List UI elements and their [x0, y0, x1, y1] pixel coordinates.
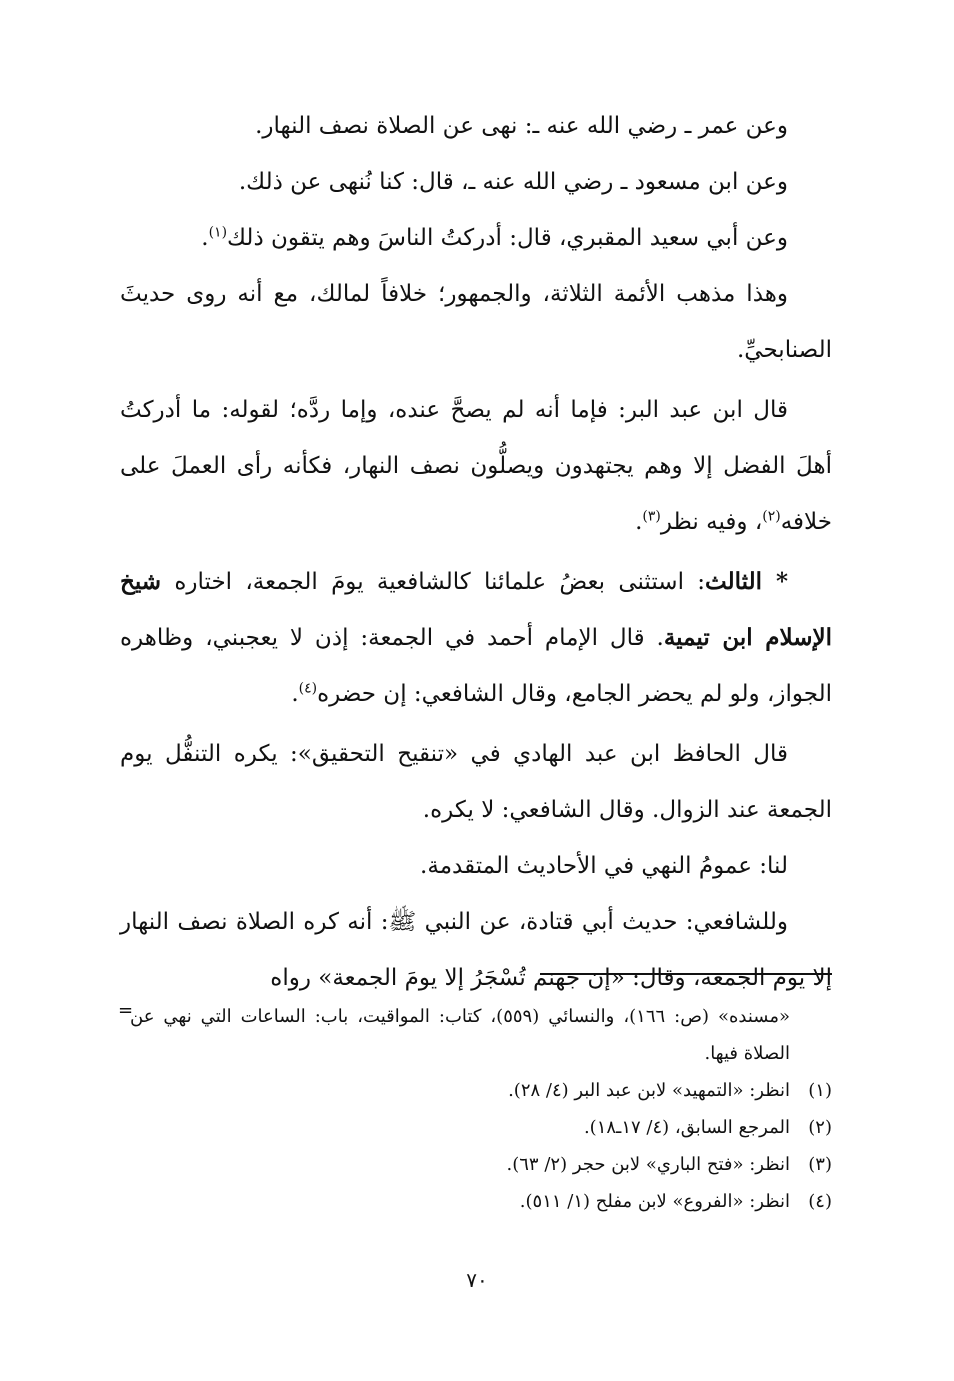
- footnote-1: [120, 1072, 832, 1109]
- paragraph-3: [120, 210, 832, 266]
- paragraph-1: وعن عمر ـ رضي الله عنه ـ: نهى عن الصلاة نصف النهار.: [255, 113, 788, 139]
- scholar-name: شيخ الإسلام ابن تيمية: [120, 568, 832, 651]
- main-text: [120, 98, 832, 1006]
- page-number: ٧٠: [466, 1268, 488, 1292]
- paragraph-4: وهذا مذهب الأئمة الثلاثة، والجمهور؛ خلافاً لمالك، مع أنه روى حديثَ الصنابحيِّ.: [120, 281, 832, 363]
- paragraph-8: لنا: عمومُ النهي في الأحاديث المتقدمة.: [420, 853, 788, 879]
- footnote-continuation: [120, 998, 832, 1072]
- paragraph-2: وعن ابن مسعود ـ رضي الله عنه ـ، قال: كنا نُنهى عن ذلك.: [238, 169, 788, 195]
- footnote-1-marker: (١): [808, 1080, 832, 1101]
- footnote-3-text: انظر: «فتح الباري» لابن حجر (٢/ ٦٣).: [506, 1154, 790, 1175]
- footnote-2: [120, 1109, 832, 1146]
- footnote-4-text: انظر: «الفروع» لابن مفلح (١/ ٥١١).: [519, 1191, 790, 1212]
- paragraph-5-text: قال ابن عبد البر: فإما أنه لم يصحَّ عنده، وإما ردَّه؛ لقوله: ما أدركتُ أهلَ الفضل إلا وهم يجتهدون ويصلُّون نصف النهار، فكأنه رأى العملَ على خلافه: [120, 397, 832, 535]
- paragraph-5-mid: ، وفيه نظر: [660, 509, 763, 535]
- footnote-continuation-text: «مسنده» (ص: ١٦٦)، والنسائي (٥٥٩)، كتاب: المواقيت، باب: الساعات التي نهي عن الصلاة فيها.: [130, 1006, 791, 1064]
- paragraph-6-text-2: . قال الإمام أحمد في الجمعة: إذن لا يعجبني، وظاهره الجواز، ولو لم يحضر الجامع، وقال الشافعي: إن حضره: [120, 625, 832, 707]
- footnote-ref-3[interactable]: (٣): [642, 508, 661, 525]
- footnote-4-marker: (٤): [808, 1191, 832, 1212]
- paragraph-6-end: .: [291, 681, 299, 707]
- footnote-ref-1[interactable]: (١): [208, 224, 228, 241]
- footnote-ref-2[interactable]: (٢): [762, 508, 781, 525]
- footnote-3-marker: (٣): [808, 1154, 832, 1175]
- paragraph-3-end: .: [201, 225, 209, 251]
- paragraph-3-text: وعن أبي سعيد المقبري، قال: أدركتُ الناسَ وهم يتقون ذلك: [227, 225, 788, 251]
- footnote-3: [120, 1146, 832, 1183]
- paragraph-7: قال الحافظ ابن عبد الهادي في «تنقيح التحقيق»: يكره التنفُّل يوم الجمعة عند الزوال. وقال الشافعي: لا يكره.: [120, 741, 832, 823]
- footnotes: [120, 998, 832, 1220]
- footnote-4: [120, 1183, 832, 1220]
- paragraph-5-end: .: [635, 509, 643, 535]
- paragraph-6-text-1: : استثنى بعضُ علمائنا كالشافعية يومَ الجمعة، اختاره: [161, 569, 706, 595]
- footnote-2-text: المرجع السابق، (٤/ ١٧ـ١٨).: [583, 1117, 790, 1138]
- section-heading-third: * الثالث: [705, 568, 788, 595]
- footnote-ref-4[interactable]: (٤): [298, 680, 318, 697]
- paragraph-5: [120, 382, 832, 550]
- footnote-separator: [540, 973, 832, 975]
- footnote-continuation-marker: =: [118, 1000, 134, 1021]
- paragraph-9: وللشافعي: حديث أبي قتادة، عن النبي ﷺ: أنه كره الصلاة نصف النهار إلا يوم الجمعة، وقال: «إن جهنم تُسْجَرُ إلا يومَ الجمعة» رواه: [120, 909, 832, 991]
- footnote-1-text: انظر: «التمهيد» لابن عبد البر (٤/ ٢٨).: [508, 1080, 790, 1101]
- footnote-2-marker: (٢): [808, 1117, 832, 1138]
- paragraph-6: [120, 554, 832, 722]
